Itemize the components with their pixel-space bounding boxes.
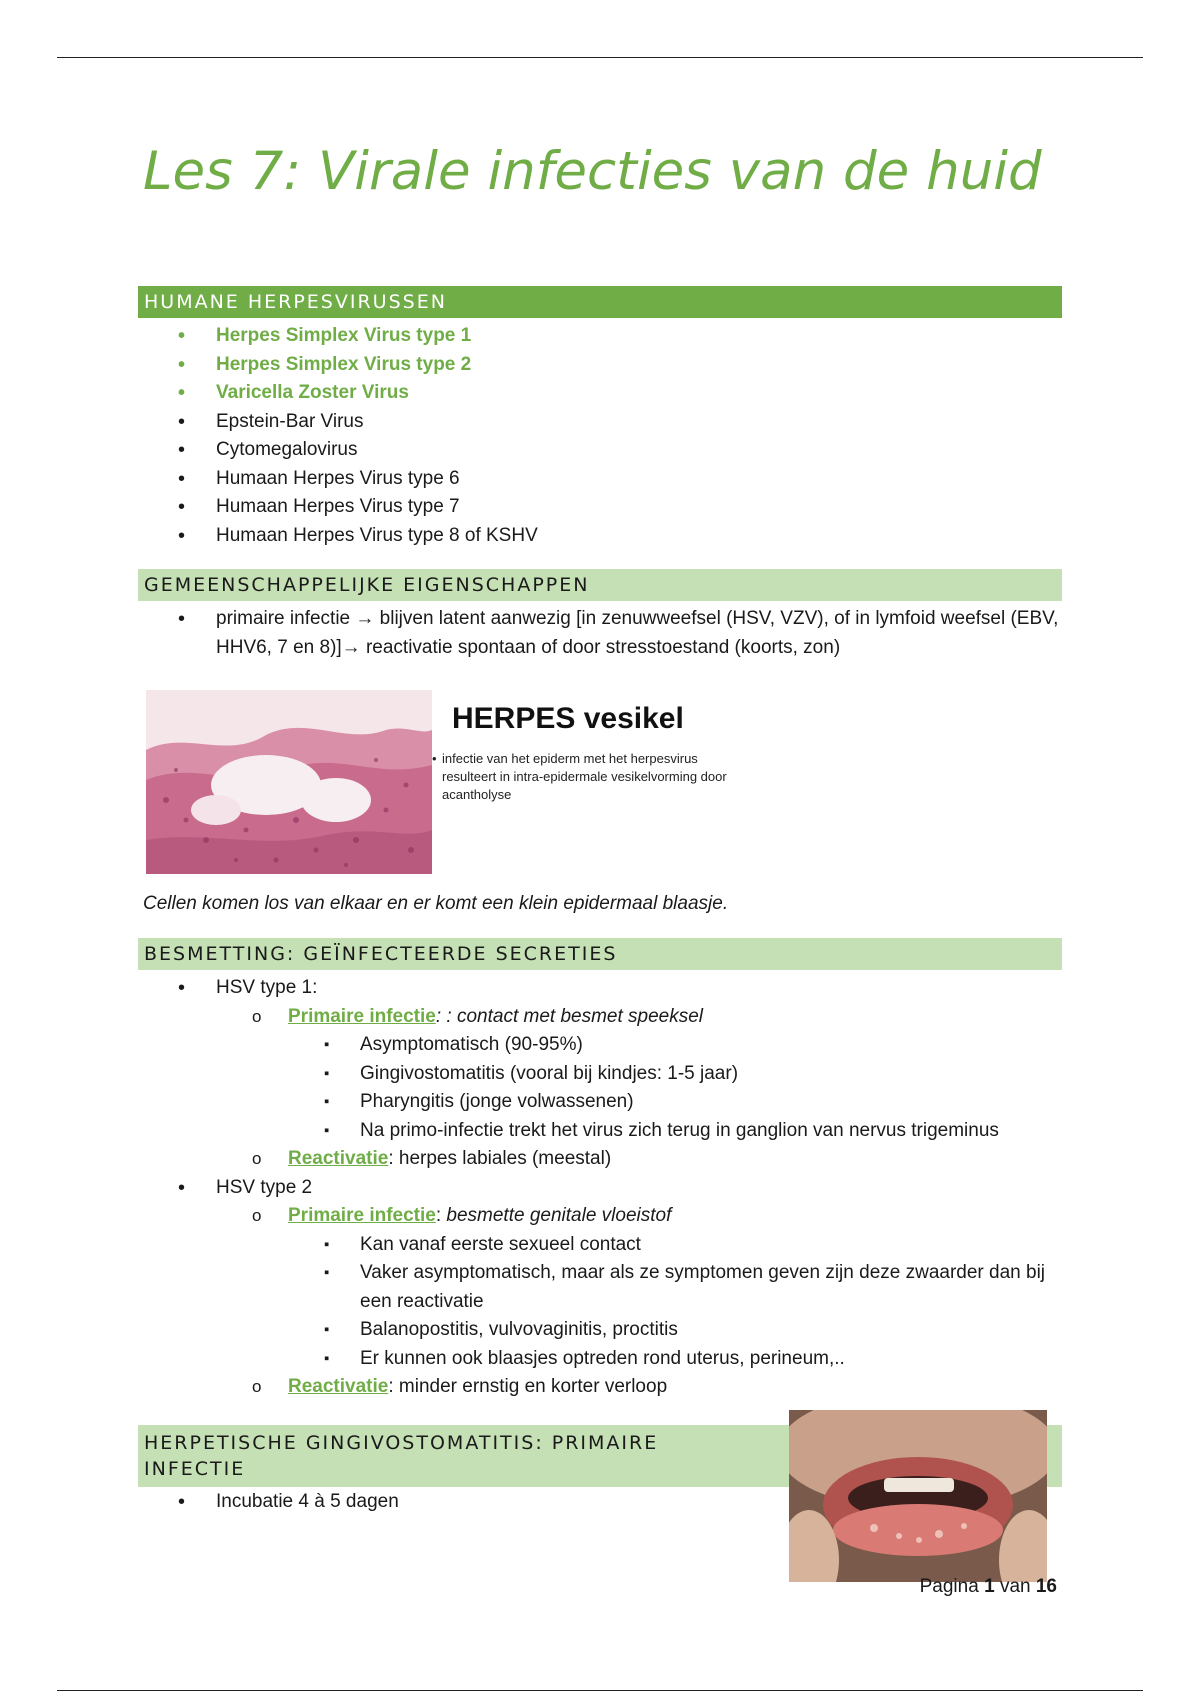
list-item: • Humaan Herpes Virus type 6 [138, 465, 1078, 494]
hsv1-label: HSV type 1: [216, 977, 318, 998]
reactivatie-description: : herpes labiales (meestal) [388, 1148, 612, 1169]
reactivatie-description: : minder ernstig en korter verloop [388, 1376, 668, 1397]
list-item: ▪ Er kunnen ook blaasjes optreden rond uterus, perineum,.. [138, 1345, 1078, 1374]
gingivostomatitis-photo [789, 1410, 1047, 1582]
herpes-vesikel-figure [146, 690, 726, 876]
list-item: ▪ Vaker asymptomatisch, maar als ze symptomen geven zijn deze zwaarder dan bij een reactivatie [138, 1259, 1078, 1316]
reactivatie-link[interactable]: Reactivatie [288, 1148, 389, 1169]
list-item [138, 1145, 1078, 1174]
list-item: ▪ Kan vanaf eerste sexueel contact [138, 1231, 1078, 1260]
list-item [138, 1373, 1078, 1402]
primary-description: besmette genitale vloeistof [446, 1205, 672, 1226]
reactivatie-link[interactable]: Reactivatie [288, 1376, 389, 1397]
top-rule [57, 57, 1143, 58]
section-heading-herpesvirussen: HUMANE HERPESVIRUSSEN [138, 286, 1062, 318]
bottom-rule [57, 1690, 1143, 1691]
list-item: • Humaan Herpes Virus type 8 of KSHV [138, 522, 1078, 551]
besmetting-list [138, 974, 1078, 1402]
colon: : [435, 1205, 447, 1226]
section-heading-besmetting: BESMETTING: GEÏNFECTEERDE SECRETIES [138, 938, 1062, 970]
footer-prefix: Pagina [919, 1576, 979, 1597]
page-footer [920, 1576, 1057, 1598]
list-item: • Cytomegalovirus [138, 436, 1078, 465]
histology-image [146, 690, 432, 874]
list-item: ▪ Asymptomatisch (90-95%) [138, 1031, 1078, 1060]
primary-description: : : contact met besmet speeksel [435, 1005, 704, 1027]
total-pages: 16 [1035, 1576, 1057, 1597]
figure-text: • infectie van het epiderm met het herpesvirus resulteert in intra-epidermale vesikelvorming door acantholyse [442, 750, 742, 804]
primaire-infectie-link[interactable]: Primaire infectie [288, 1005, 436, 1027]
section-heading-eigenschappen: GEMEENSCHAPPELIJKE EIGENSCHAPPEN [138, 569, 1062, 601]
list-item: • primaire infectie → blijven latent aanwezig [in zenuwweefsel (HSV, VZV), of in lymfoid weefsel (EBV, HHV6, 7 en 8)]→ reactivatie spontaan of door stresstoestand (koorts, zon) [138, 605, 1078, 662]
hsv2-label: HSV type 2 [216, 1176, 313, 1198]
herpesvirus-list [138, 322, 1078, 550]
list-item: ▪ Na primo-infectie trekt het virus zich terug in ganglion van nervus trigeminus [138, 1117, 1078, 1146]
list-item [138, 1202, 1078, 1373]
list-item-hsv2 [138, 1174, 1078, 1402]
list-item: • Epstein-Bar Virus [138, 408, 1078, 437]
figure-title: HERPES vesikel [452, 702, 684, 735]
list-item: ▪ Pharyngitis (jonge volwassenen) [138, 1088, 1078, 1117]
primaire-infectie-link[interactable]: Primaire infectie [288, 1205, 436, 1226]
list-item: • Herpes Simplex Virus type 1 [138, 322, 1078, 351]
section-heading-gingivostomatitis: HERPETISCHE GINGIVOSTOMATITIS: PRIMAIRE INFECTIE [138, 1425, 1062, 1487]
list-item: • Herpes Simplex Virus type 2 [138, 351, 1078, 380]
list-item: • Humaan Herpes Virus type 7 [138, 493, 1078, 522]
list-item: • Varicella Zoster Virus [138, 379, 1078, 408]
list-item: ▪ Balanopostitis, vulvovaginitis, proctitis [138, 1316, 1078, 1345]
figure-caption: Cellen komen los van elkaar en er komt een klein epidermaal blaasje. [143, 893, 729, 914]
footer-middle: van [999, 1576, 1031, 1597]
eigenschappen-list [138, 605, 1078, 662]
list-item-hsv1 [138, 974, 1078, 1174]
list-item [138, 1003, 1078, 1146]
gingivostomatitis-list [138, 1488, 738, 1517]
page-title: Les 7: Virale infecties van de huid [143, 141, 1042, 202]
current-page: 1 [984, 1576, 995, 1597]
list-item: • Incubatie 4 à 5 dagen [138, 1488, 738, 1517]
list-item: ▪ Gingivostomatitis (vooral bij kindjes: 1-5 jaar) [138, 1060, 1078, 1089]
